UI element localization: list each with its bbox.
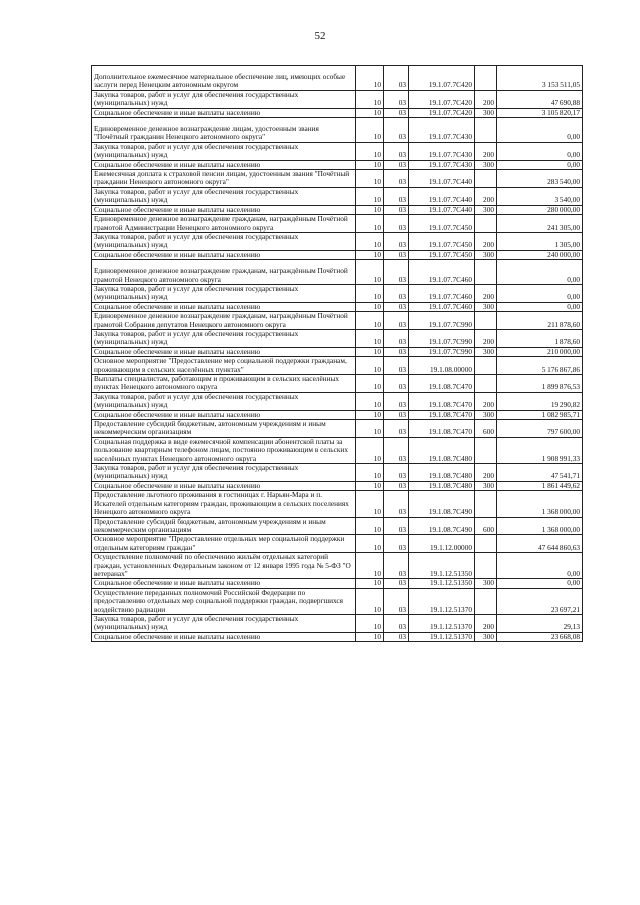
row-expense-type-cell [475, 375, 497, 393]
row-section-cell: 10 [356, 170, 384, 188]
row-amount-cell: 210 000,00 [497, 347, 583, 356]
row-amount-cell: 23 668,08 [497, 632, 583, 641]
row-section-cell: 10 [356, 260, 384, 285]
table-row [92, 160, 583, 169]
table-row [92, 588, 583, 614]
row-amount-cell: 23 697,21 [497, 588, 583, 614]
row-subsection-cell: 03 [384, 420, 409, 438]
row-section-cell: 10 [356, 142, 384, 160]
table-row [92, 250, 583, 259]
row-expense-type-cell: 300 [475, 250, 497, 259]
row-section-cell: 10 [356, 347, 384, 356]
row-target-article-cell: 19.1.07.7С460 [409, 284, 475, 302]
row-section-cell: 10 [356, 491, 384, 517]
row-name-cell: Дополнительное ежемесячное материальное обеспечение лиц, имеющих особые заслуги перед Ненецким автономным округом [92, 66, 356, 91]
row-name-cell: Единовременное денежное вознаграждение гражданам, награждённым Почётной грамотой Ненецкого автономного округа [92, 260, 356, 285]
row-subsection-cell: 03 [384, 250, 409, 259]
row-name-cell: Ежемесячная доплата к страховой пенсии лицам, удостоенным звания "Почётный гражданин Ненецкого автономного округа" [92, 170, 356, 188]
row-target-article-cell: 19.1.12.51370 [409, 588, 475, 614]
row-name-cell: Закупка товаров, работ и услуг для обеспечения государственных (муниципальных) нужд [92, 464, 356, 482]
row-name-cell: Социальное обеспечение и иные выплаты населению [92, 108, 356, 117]
row-subsection-cell: 03 [384, 260, 409, 285]
table-row [92, 302, 583, 311]
row-name-cell: Основное мероприятие "Предоставление мер социальной поддержки гражданам, проживающим в сельских населённых пунктах" [92, 357, 356, 375]
row-target-article-cell: 19.1.07.7С440 [409, 205, 475, 214]
row-expense-type-cell: 600 [475, 420, 497, 438]
row-target-article-cell: 19.1.08.7С470 [409, 410, 475, 419]
row-target-article-cell: 19.1.07.7С990 [409, 347, 475, 356]
row-target-article-cell: 19.1.07.7С420 [409, 66, 475, 91]
row-subsection-cell: 03 [384, 375, 409, 393]
row-amount-cell: 1 878,60 [497, 329, 583, 347]
row-target-article-cell: 19.1.07.7С430 [409, 118, 475, 143]
row-subsection-cell: 03 [384, 347, 409, 356]
row-target-article-cell: 19.1.07.7С450 [409, 215, 475, 233]
row-name-cell: Осуществление полномочий по обеспечению жильём отдельных категорий граждан, установленных Федеральным законом от 12 января 1995 года № 5-ФЗ "О ветеранах" [92, 553, 356, 579]
row-section-cell: 10 [356, 517, 384, 535]
table-row [92, 357, 583, 375]
row-amount-cell: 0,00 [497, 579, 583, 588]
row-name-cell: Социальное обеспечение и иные выплаты населению [92, 302, 356, 311]
row-name-cell: Предоставление субсидий бюджетным, автономным учреждениям и иным некоммерческим организациям [92, 420, 356, 438]
row-subsection-cell: 03 [384, 632, 409, 641]
row-expense-type-cell [475, 66, 497, 91]
row-amount-cell: 0,00 [497, 284, 583, 302]
row-section-cell: 10 [356, 187, 384, 205]
row-section-cell: 10 [356, 420, 384, 438]
table-row [92, 232, 583, 250]
table-row [92, 410, 583, 419]
row-amount-cell: 1 908 991,33 [497, 437, 583, 463]
row-target-article-cell: 19.1.07.7С440 [409, 187, 475, 205]
row-amount-cell: 1 899 876,53 [497, 375, 583, 393]
row-expense-type-cell [475, 118, 497, 143]
row-subsection-cell: 03 [384, 535, 409, 553]
row-section-cell: 10 [356, 160, 384, 169]
table-row [92, 312, 583, 330]
row-subsection-cell: 03 [384, 517, 409, 535]
row-amount-cell: 0,00 [497, 553, 583, 579]
row-amount-cell: 5 176 867,86 [497, 357, 583, 375]
table-row [92, 491, 583, 517]
row-amount-cell: 211 878,60 [497, 312, 583, 330]
row-amount-cell: 19 290,82 [497, 392, 583, 410]
row-target-article-cell: 19.1.08.7С470 [409, 392, 475, 410]
row-amount-cell: 1 368 000,00 [497, 491, 583, 517]
row-section-cell: 10 [356, 481, 384, 490]
row-section-cell: 10 [356, 392, 384, 410]
row-subsection-cell: 03 [384, 187, 409, 205]
row-subsection-cell: 03 [384, 579, 409, 588]
table-row [92, 187, 583, 205]
row-amount-cell: 47 690,88 [497, 90, 583, 108]
row-target-article-cell: 19.1.07.7С450 [409, 232, 475, 250]
row-name-cell: Закупка товаров, работ и услуг для обеспечения государственных (муниципальных) нужд [92, 392, 356, 410]
row-expense-type-cell [475, 588, 497, 614]
row-subsection-cell: 03 [384, 170, 409, 188]
row-expense-type-cell [475, 437, 497, 463]
row-subsection-cell: 03 [384, 491, 409, 517]
row-section-cell: 10 [356, 284, 384, 302]
table-row [92, 632, 583, 641]
row-amount-cell: 0,00 [497, 142, 583, 160]
row-expense-type-cell [475, 357, 497, 375]
row-amount-cell: 0,00 [497, 260, 583, 285]
row-target-article-cell: 19.1.08.00000 [409, 357, 475, 375]
row-section-cell: 10 [356, 535, 384, 553]
row-name-cell: Закупка товаров, работ и услуг для обеспечения государственных (муниципальных) нужд [92, 187, 356, 205]
row-subsection-cell: 03 [384, 437, 409, 463]
row-subsection-cell: 03 [384, 142, 409, 160]
row-section-cell: 10 [356, 588, 384, 614]
table-row [92, 535, 583, 553]
row-expense-type-cell: 300 [475, 481, 497, 490]
row-expense-type-cell: 200 [475, 142, 497, 160]
row-section-cell: 10 [356, 118, 384, 143]
row-amount-cell: 241 305,00 [497, 215, 583, 233]
row-subsection-cell: 03 [384, 357, 409, 375]
row-target-article-cell: 19.1.07.7С990 [409, 329, 475, 347]
row-amount-cell: 1 368 000,00 [497, 517, 583, 535]
table-row [92, 142, 583, 160]
row-subsection-cell: 03 [384, 614, 409, 632]
row-name-cell: Предоставление субсидий бюджетным, автономным учреждениям и иным некоммерческим организациям [92, 517, 356, 535]
row-amount-cell: 283 540,00 [497, 170, 583, 188]
row-target-article-cell: 19.1.08.7С480 [409, 481, 475, 490]
row-expense-type-cell [475, 312, 497, 330]
table-row [92, 118, 583, 143]
row-expense-type-cell: 600 [475, 517, 497, 535]
row-target-article-cell: 19.1.08.7С470 [409, 420, 475, 438]
row-expense-type-cell: 300 [475, 347, 497, 356]
row-section-cell: 10 [356, 215, 384, 233]
row-expense-type-cell: 300 [475, 160, 497, 169]
row-target-article-cell: 19.1.08.7С490 [409, 491, 475, 517]
row-target-article-cell: 19.1.12.51350 [409, 553, 475, 579]
row-name-cell: Основное мероприятие "Предоставление отдельных мер социальной поддержки отдельным категориям граждан" [92, 535, 356, 553]
table-row [92, 329, 583, 347]
row-subsection-cell: 03 [384, 302, 409, 311]
row-target-article-cell: 19.1.08.7С470 [409, 375, 475, 393]
table-row [92, 420, 583, 438]
row-expense-type-cell: 300 [475, 632, 497, 641]
row-subsection-cell: 03 [384, 215, 409, 233]
row-subsection-cell: 03 [384, 312, 409, 330]
row-target-article-cell: 19.1.07.7С420 [409, 90, 475, 108]
row-target-article-cell: 19.1.07.7С440 [409, 170, 475, 188]
row-expense-type-cell: 300 [475, 410, 497, 419]
row-subsection-cell: 03 [384, 160, 409, 169]
row-expense-type-cell [475, 215, 497, 233]
budget-table-body [92, 66, 583, 642]
row-amount-cell: 0,00 [497, 118, 583, 143]
row-target-article-cell: 19.1.07.7С420 [409, 108, 475, 117]
row-expense-type-cell: 300 [475, 108, 497, 117]
row-expense-type-cell: 200 [475, 187, 497, 205]
row-target-article-cell: 19.1.08.7С480 [409, 464, 475, 482]
row-expense-type-cell [475, 553, 497, 579]
row-name-cell: Единовременное денежное вознаграждение лицам, удостоенным звания "Почётный гражданин Ненецкого автономного округа" [92, 118, 356, 143]
row-amount-cell: 240 000,00 [497, 250, 583, 259]
row-section-cell: 10 [356, 437, 384, 463]
row-section-cell: 10 [356, 632, 384, 641]
row-section-cell: 10 [356, 232, 384, 250]
row-section-cell: 10 [356, 614, 384, 632]
table-row [92, 375, 583, 393]
row-subsection-cell: 03 [384, 410, 409, 419]
row-target-article-cell: 19.1.07.7С990 [409, 312, 475, 330]
row-target-article-cell: 19.1.08.7С490 [409, 517, 475, 535]
row-name-cell: Закупка товаров, работ и услуг для обеспечения государственных (муниципальных) нужд [92, 232, 356, 250]
row-amount-cell: 1 861 449,62 [497, 481, 583, 490]
row-expense-type-cell [475, 535, 497, 553]
row-name-cell: Выплаты специалистам, работающим и проживающим в сельских населённых пунктах Ненецкого автономного округа [92, 375, 356, 393]
row-section-cell: 10 [356, 410, 384, 419]
row-expense-type-cell [475, 260, 497, 285]
row-expense-type-cell [475, 491, 497, 517]
row-section-cell: 10 [356, 108, 384, 117]
row-subsection-cell: 03 [384, 108, 409, 117]
row-section-cell: 10 [356, 66, 384, 91]
row-section-cell: 10 [356, 579, 384, 588]
budget-table [91, 65, 583, 642]
row-target-article-cell: 19.1.12.00000 [409, 535, 475, 553]
row-target-article-cell: 19.1.12.51370 [409, 614, 475, 632]
row-amount-cell: 47 644 860,63 [497, 535, 583, 553]
row-expense-type-cell: 200 [475, 284, 497, 302]
row-name-cell: Единовременное денежное вознаграждение гражданам, награждённым Почётной грамотой Собрания депутатов Ненецкого автономного округа [92, 312, 356, 330]
row-name-cell: Социальное обеспечение и иные выплаты населению [92, 160, 356, 169]
row-subsection-cell: 03 [384, 392, 409, 410]
table-row [92, 284, 583, 302]
row-target-article-cell: 19.1.07.7С460 [409, 260, 475, 285]
row-expense-type-cell: 200 [475, 614, 497, 632]
row-expense-type-cell [475, 170, 497, 188]
row-target-article-cell: 19.1.07.7С450 [409, 250, 475, 259]
row-amount-cell: 1 082 985,71 [497, 410, 583, 419]
row-section-cell: 10 [356, 250, 384, 259]
row-name-cell: Социальное обеспечение и иные выплаты населению [92, 410, 356, 419]
row-expense-type-cell: 200 [475, 232, 497, 250]
row-target-article-cell: 19.1.12.51350 [409, 579, 475, 588]
row-expense-type-cell: 200 [475, 90, 497, 108]
row-section-cell: 10 [356, 464, 384, 482]
row-name-cell: Социальное обеспечение и иные выплаты населению [92, 579, 356, 588]
table-row [92, 170, 583, 188]
row-name-cell: Осуществление переданных полномочий Российской Федерации по предоставлению отдельных мер социальной поддержки граждан, подвергшихся воздействию радиации [92, 588, 356, 614]
table-row [92, 437, 583, 463]
row-subsection-cell: 03 [384, 232, 409, 250]
row-expense-type-cell: 300 [475, 205, 497, 214]
table-row [92, 464, 583, 482]
row-amount-cell: 29,13 [497, 614, 583, 632]
row-subsection-cell: 03 [384, 553, 409, 579]
table-row [92, 66, 583, 91]
row-amount-cell: 0,00 [497, 160, 583, 169]
row-name-cell: Социальное обеспечение и иные выплаты населению [92, 632, 356, 641]
table-row [92, 392, 583, 410]
row-subsection-cell: 03 [384, 66, 409, 91]
row-section-cell: 10 [356, 90, 384, 108]
table-row [92, 347, 583, 356]
row-subsection-cell: 03 [384, 464, 409, 482]
row-section-cell: 10 [356, 357, 384, 375]
row-amount-cell: 1 305,00 [497, 232, 583, 250]
row-name-cell: Закупка товаров, работ и услуг для обеспечения государственных (муниципальных) нужд [92, 329, 356, 347]
row-name-cell: Закупка товаров, работ и услуг для обеспечения государственных (муниципальных) нужд [92, 614, 356, 632]
row-subsection-cell: 03 [384, 588, 409, 614]
row-expense-type-cell: 200 [475, 392, 497, 410]
row-expense-type-cell: 300 [475, 302, 497, 311]
row-target-article-cell: 19.1.07.7С430 [409, 160, 475, 169]
row-subsection-cell: 03 [384, 90, 409, 108]
table-row [92, 553, 583, 579]
row-target-article-cell: 19.1.07.7С430 [409, 142, 475, 160]
table-row [92, 90, 583, 108]
row-section-cell: 10 [356, 553, 384, 579]
table-row [92, 215, 583, 233]
table-row [92, 108, 583, 117]
row-target-article-cell: 19.1.12.51370 [409, 632, 475, 641]
row-amount-cell: 3 540,00 [497, 187, 583, 205]
table-row [92, 579, 583, 588]
page-number: 52 [314, 30, 326, 42]
row-expense-type-cell: 200 [475, 464, 497, 482]
row-expense-type-cell: 200 [475, 329, 497, 347]
row-name-cell: Закупка товаров, работ и услуг для обеспечения государственных (муниципальных) нужд [92, 90, 356, 108]
table-row [92, 481, 583, 490]
row-section-cell: 10 [356, 312, 384, 330]
row-amount-cell: 0,00 [497, 302, 583, 311]
row-amount-cell: 3 105 820,17 [497, 108, 583, 117]
row-subsection-cell: 03 [384, 284, 409, 302]
row-section-cell: 10 [356, 329, 384, 347]
row-section-cell: 10 [356, 205, 384, 214]
table-row [92, 517, 583, 535]
row-target-article-cell: 19.1.07.7С460 [409, 302, 475, 311]
row-name-cell: Закупка товаров, работ и услуг для обеспечения государственных (муниципальных) нужд [92, 284, 356, 302]
table-row [92, 614, 583, 632]
table-row [92, 260, 583, 285]
row-subsection-cell: 03 [384, 329, 409, 347]
row-name-cell: Социальное обеспечение и иные выплаты населению [92, 347, 356, 356]
row-name-cell: Единовременное денежное вознаграждение гражданам, награждённым Почётной грамотой Администрации Ненецкого автономного округа [92, 215, 356, 233]
row-name-cell: Социальная поддержка в виде ежемесячной компенсации абонентской платы за пользование квартирным телефоном лицам, постоянно проживающим в сельских населённых пунктах Ненецкого автономного округа [92, 437, 356, 463]
row-amount-cell: 47 541,71 [497, 464, 583, 482]
row-subsection-cell: 03 [384, 205, 409, 214]
row-name-cell: Социальное обеспечение и иные выплаты населению [92, 250, 356, 259]
row-subsection-cell: 03 [384, 481, 409, 490]
row-amount-cell: 280 000,00 [497, 205, 583, 214]
row-name-cell: Предоставление льготного проживания в гостиницах г. Нарьян-Мара и п. Искателей отдельным категориям граждан, проживающим в сельских поселениях Ненецкого автономного округа [92, 491, 356, 517]
row-target-article-cell: 19.1.08.7С480 [409, 437, 475, 463]
row-section-cell: 10 [356, 302, 384, 311]
row-expense-type-cell: 300 [475, 579, 497, 588]
row-name-cell: Социальное обеспечение и иные выплаты населению [92, 205, 356, 214]
row-name-cell: Закупка товаров, работ и услуг для обеспечения государственных (муниципальных) нужд [92, 142, 356, 160]
row-subsection-cell: 03 [384, 118, 409, 143]
table-row [92, 205, 583, 214]
row-amount-cell: 3 153 511,05 [497, 66, 583, 91]
row-amount-cell: 797 600,00 [497, 420, 583, 438]
row-name-cell: Социальное обеспечение и иные выплаты населению [92, 481, 356, 490]
row-section-cell: 10 [356, 375, 384, 393]
